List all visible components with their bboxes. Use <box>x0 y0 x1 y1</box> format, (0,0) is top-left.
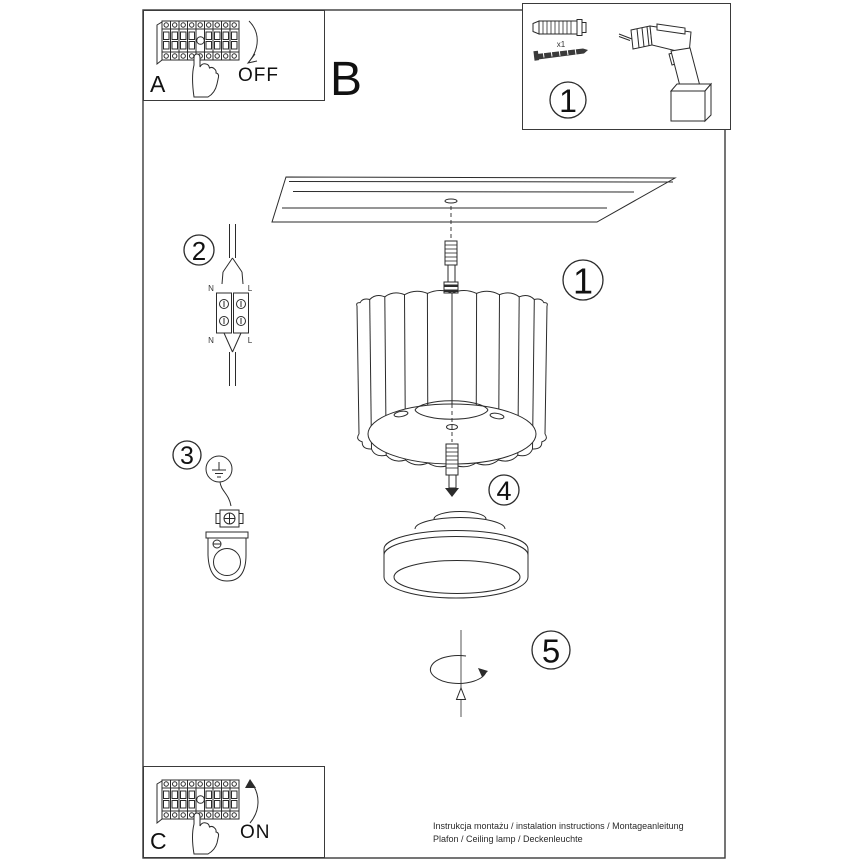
step-badge-5: 5 <box>541 632 561 670</box>
off-label: OFF <box>238 65 279 86</box>
arrow-curve-down-icon <box>248 21 257 63</box>
step-badge-2: 2 <box>191 236 207 266</box>
panel-c-box <box>143 766 325 858</box>
panel-c-label: C <box>150 828 167 854</box>
parts-illustration <box>523 4 729 128</box>
diffuser-shade <box>384 512 528 598</box>
footer-caption <box>433 820 725 845</box>
drill-icon <box>619 24 711 121</box>
ground-terminal-icon <box>216 510 243 527</box>
wire-label-l-bottom: L <box>247 336 253 345</box>
fixing-screw-icon <box>445 444 459 497</box>
on-label: ON <box>240 822 271 843</box>
ceiling-plate <box>272 177 675 240</box>
ground-wire-icon <box>220 482 231 506</box>
ground-connection-diagram <box>206 456 248 581</box>
wire-label-l-top: L <box>247 284 253 293</box>
step-badge-4: 4 <box>496 476 512 506</box>
breaker-off-illustration <box>144 11 324 99</box>
wire-label-n-bottom: N <box>208 336 214 345</box>
wire-label-n-top: N <box>208 284 214 293</box>
lamp-body <box>357 290 548 466</box>
screw-icon <box>533 48 588 61</box>
rotation-arrow-icon <box>430 630 488 717</box>
breaker-on-illustration <box>144 767 324 856</box>
wall-plug-icon <box>533 20 586 36</box>
mounting-stud-icon <box>444 241 458 293</box>
terminal-block-diagram <box>208 224 253 386</box>
mounting-bracket-icon <box>206 532 248 581</box>
panel-a-box <box>143 10 325 101</box>
step-badge-3: 3 <box>180 442 194 470</box>
footer-line-1: Instrukcja montażu / instalation instructions / Montageanleitung <box>433 821 684 831</box>
footer-line-2: Plafon / Ceiling lamp / Deckenleuchte <box>433 833 583 844</box>
step-badge-1: 1 <box>572 260 594 302</box>
parts-badge: 1 <box>559 83 577 119</box>
panel-a-label: A <box>150 71 166 97</box>
dowel-quantity-label: x1 <box>556 40 566 49</box>
arrow-curve-up-icon <box>245 779 258 823</box>
parts-box <box>522 3 731 130</box>
panel-b-label: B <box>330 53 363 106</box>
